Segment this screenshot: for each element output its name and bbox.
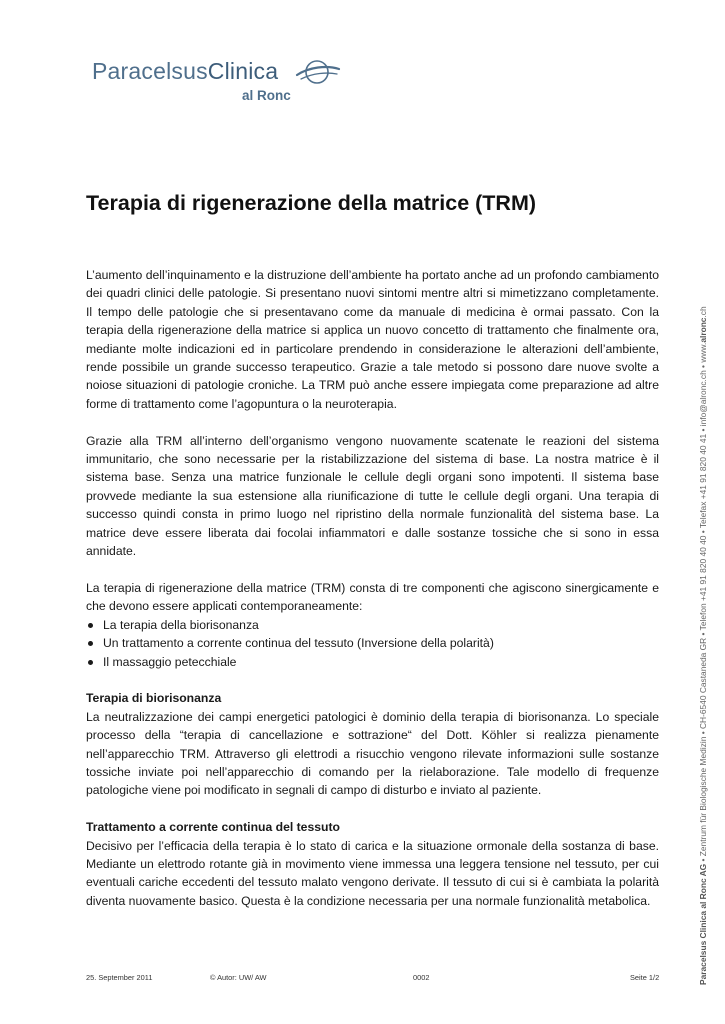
clinic-logo (92, 56, 352, 116)
vertical-contact-info (697, 245, 709, 985)
footer-code: 0002 (413, 973, 430, 982)
section-text-biorisonanza: La neutralizzazione dei campi energetici patologici è dominio della terapia di biorisonanza. Lo speciale processo della “terapia di cancellazione e sottrazione“ del Dott. Köhler si realizza pienamente nell’apparecchio TRM. Attraverso gli elettrodi a risucchio vengono rilevate informazioni sulle sostanze tossiche inviate poi nell’apparecchio di comando per la rielaborazione. Tale modello di frequenze patologiche viene poi modificato in segnali di campo di disturbo e inviato al paziente. (86, 709, 659, 798)
paragraph-components: La terapia di rigenerazione della matrice (TRM) consta di tre componenti che agiscono sinergicamente e che devono essere applicati contemporaneamente: (86, 580, 659, 614)
list-item: Il massaggio petecchiale (86, 653, 659, 671)
logo-subtitle: al Ronc (242, 88, 291, 103)
footer-date: 25. September 2011 (86, 973, 153, 982)
globe-swoosh-icon (295, 58, 341, 88)
list-item: La terapia della biorisonanza (86, 616, 659, 634)
section-text-corrente: Decisivo per l’efficacia della terapia è lo stato di carica e la situazione ormonale della sostanza di base. Mediante un elettrodo rotante già in movimento viene immessa una leggera tensione nel tessuto, per cui eventuali cariche eccedenti del tessuto malato vengono derivate. Il tessuto di cui si è cambiata la polarità diventa nuovamente basico. Questa è la condizione necessaria per una normale funzionalità metabolica. (86, 838, 659, 908)
list-item: Un trattamento a corrente continua del tessuto (Inversione della polarità) (86, 634, 659, 652)
page-title: Terapia di rigenerazione della matrice (TRM) (86, 191, 537, 215)
sidebar-details: • Zentrum für Biologische Medizin • CH-6540 Castaneda GR • Telefon +41 91 820 40 40 • Telefax +41 91 820 40 41 • info@alronc.ch • www. (698, 342, 708, 864)
logo-name-part1: Paracelsus (92, 58, 208, 84)
section-heading-biorisonanza: Terapia di biorisonanza (86, 691, 222, 706)
logo-name-part2: Clinica (207, 58, 279, 84)
document-body (86, 266, 659, 929)
paragraph-intro: L’aumento dell’inquinamento e la distruzione dell’ambiente ha portato anche ad un profondo cambiamento dei quadri clinici delle patologie. Si presentano nuovi sintomi mentre altri si mimetizzano completamente. Il tempo delle patologie che si presentavano come da manuale di medicina è ormai passato. Con la terapia della rigenerazione della matrice si applica un nuovo concetto di trattamento che finalmente ora, mediante molte indicazioni ed in particolare prendendo in considerazione le alterazioni dell’ambiente, rende possibile un grande successo terapeutico. Grazie a tale metodo si possono dare nuove svolte a noiose situazioni di patologie croniche. La TRM può anche essere impiegata come preparazione ad altre forme di trattamento come l’agopuntura o la neuroterapia. (86, 268, 659, 411)
sidebar-tld: .ch (698, 306, 708, 318)
paragraph-immune: Grazie alla TRM all’interno dell’organismo vengono nuovamente scatenate le reazioni del sistema immunitario, che sono necessarie per la ristabilizzazione del sistema di base. La nostra matrice è il sistema base. Senza una matrice funzionale le cellule degli organi sono impotenti. Il sistema base provvede mediante la sua estensione alla riunificazione di tutte le cellule degli organi. Una terapia di successo quindi consta in primo luogo nel ripristino della normale funzionalità del sistema base. La matrice deve essere liberata dai focolai infiammatori e dalle sostanze tossiche che si sono in essa annidate. (86, 433, 659, 559)
footer-page-number: Seite 1/2 (630, 973, 660, 982)
sidebar-company: Paracelsus Clinica al Ronc AG (698, 863, 708, 985)
components-list (86, 616, 659, 671)
logo-wordmark (92, 58, 278, 85)
footer-author: © Autor: UW/ AW (210, 973, 267, 982)
sidebar-domain: alronc (698, 317, 708, 343)
section-heading-corrente: Trattamento a corrente continua del tessuto (86, 820, 340, 835)
